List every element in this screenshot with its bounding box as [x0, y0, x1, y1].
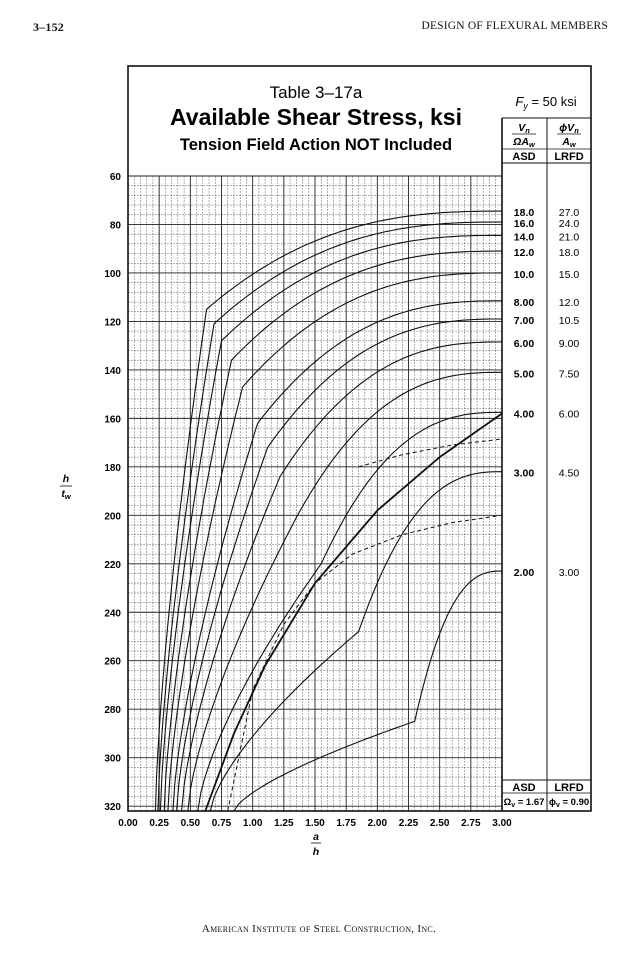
lrfd-value-label: 12.0 — [558, 296, 580, 309]
y-axis-label-denominator: tw — [61, 488, 71, 501]
y-tick-label: 180 — [104, 462, 121, 474]
y-tick-label: 160 — [104, 414, 121, 426]
series-line — [158, 222, 502, 811]
lrfd-value-label: 9.00 — [558, 338, 580, 351]
x-tick-label: 0.50 — [180, 818, 201, 829]
lrfd-value-label: 6.00 — [558, 408, 580, 421]
x-axis-label-numerator: a — [313, 831, 319, 843]
asd-value-label: 2.00 — [513, 567, 535, 580]
asd-value-label: 8.00 — [513, 296, 535, 309]
series-line — [182, 342, 502, 811]
x-tick-label: 2.50 — [429, 818, 450, 829]
x-tick-label: 0.75 — [211, 818, 232, 829]
lrfd-value-label: 21.0 — [558, 231, 580, 244]
y-tick-label: 140 — [104, 365, 121, 377]
y-tick-label: 300 — [104, 753, 121, 765]
curves — [155, 211, 502, 811]
asd-value-label: 6.00 — [513, 338, 535, 351]
asd-value-label: 3.00 — [513, 467, 535, 480]
asd-footer-label: ASD — [512, 782, 536, 794]
fy-label: $F_y = 50$ ksi — [515, 94, 577, 111]
lrfd-value-label: 3.00 — [558, 567, 580, 580]
asd-value-label: 12.0 — [513, 247, 535, 260]
x-tick-label: 2.00 — [367, 818, 388, 829]
y-tick-label: 80 — [109, 220, 121, 232]
series-line — [188, 372, 502, 811]
y-tick-label: 280 — [104, 705, 121, 717]
page-footer: American Institute of Steel Construction, Inc. — [201, 923, 437, 935]
lrfd-header-fraction — [557, 122, 581, 149]
x-tick-label: 2.25 — [398, 818, 419, 829]
y-tick-label: 120 — [104, 317, 121, 329]
series-line — [168, 273, 502, 811]
lrfd-header-fraction-denominator: Aw — [562, 136, 576, 149]
asd-value-label: 14.0 — [513, 231, 535, 244]
chart-title: Available Shear Stress, ksi — [170, 104, 462, 130]
lrfd-value-label: 7.50 — [558, 368, 580, 381]
asd-value-label: 10.0 — [513, 268, 535, 281]
asd-header-fraction-numerator: Vn — [518, 122, 530, 135]
y-tick-label: 240 — [104, 608, 121, 620]
table-number: Table 3–17a — [269, 83, 363, 102]
lrfd-value-label: 15.0 — [558, 268, 580, 281]
asd-safety-factor: $\Omega_v = 1.67$ — [503, 797, 545, 809]
asd-header-fraction — [512, 122, 536, 149]
lrfd-value-label: 27.0 — [558, 207, 580, 220]
y-axis-label-numerator: h — [62, 473, 70, 485]
asd-header-fraction-denominator: ΩAw — [513, 136, 535, 149]
asd-column-label: ASD — [512, 151, 536, 163]
x-tick-label: 2.75 — [461, 818, 481, 829]
lrfd-footer-label: LRFD — [554, 782, 584, 794]
y-tick-label: 60 — [109, 172, 121, 183]
series-line — [198, 412, 502, 811]
x-axis-label-denominator: h — [312, 846, 320, 858]
lrfd-header-fraction-numerator: ϕVn — [559, 122, 579, 135]
lrfd-value-label: 4.50 — [558, 467, 580, 480]
lrfd-value-label: 10.5 — [558, 314, 580, 327]
x-tick-label: 1.00 — [242, 818, 263, 829]
asd-value-label: 7.00 — [513, 314, 535, 327]
x-axis-label — [311, 831, 321, 858]
y-tick-label: 100 — [104, 268, 121, 280]
y-tick-label: 260 — [104, 656, 121, 668]
series-line — [164, 251, 502, 811]
page-number: 3–152 — [33, 20, 64, 34]
chart-subtitle: Tension Field Action NOT Included — [179, 136, 453, 154]
section-title: DESIGN OF FLEXURAL MEMBERS — [421, 20, 608, 32]
series-line — [177, 319, 502, 811]
asd-value-label: 16.0 — [513, 218, 535, 231]
dashed-line — [359, 439, 502, 467]
lrfd-column-label: LRFD — [554, 151, 584, 163]
x-tick-label: 1.25 — [274, 818, 294, 829]
x-tick-label: 3.00 — [492, 818, 512, 829]
x-tick-label: 1.75 — [336, 818, 356, 829]
x-tick-label: 1.50 — [305, 818, 325, 829]
lrfd-value-label: 18.0 — [558, 247, 580, 260]
lrfd-value-label: 24.0 — [558, 218, 580, 231]
y-tick-label: 220 — [104, 559, 121, 571]
asd-value-label: 18.0 — [513, 207, 535, 220]
y-tick-label: 320 — [104, 802, 121, 814]
x-tick-label: 0.00 — [118, 818, 138, 829]
x-tick-label: 0.25 — [149, 818, 169, 829]
y-tick-label: 200 — [104, 511, 121, 523]
asd-value-label: 5.00 — [513, 368, 535, 381]
lrfd-resistance-factor: $\phi_v = 0.90$ — [548, 797, 590, 809]
y-axis-label — [60, 473, 72, 501]
chart-frame — [128, 66, 591, 811]
asd-value-label: 4.00 — [513, 408, 535, 421]
